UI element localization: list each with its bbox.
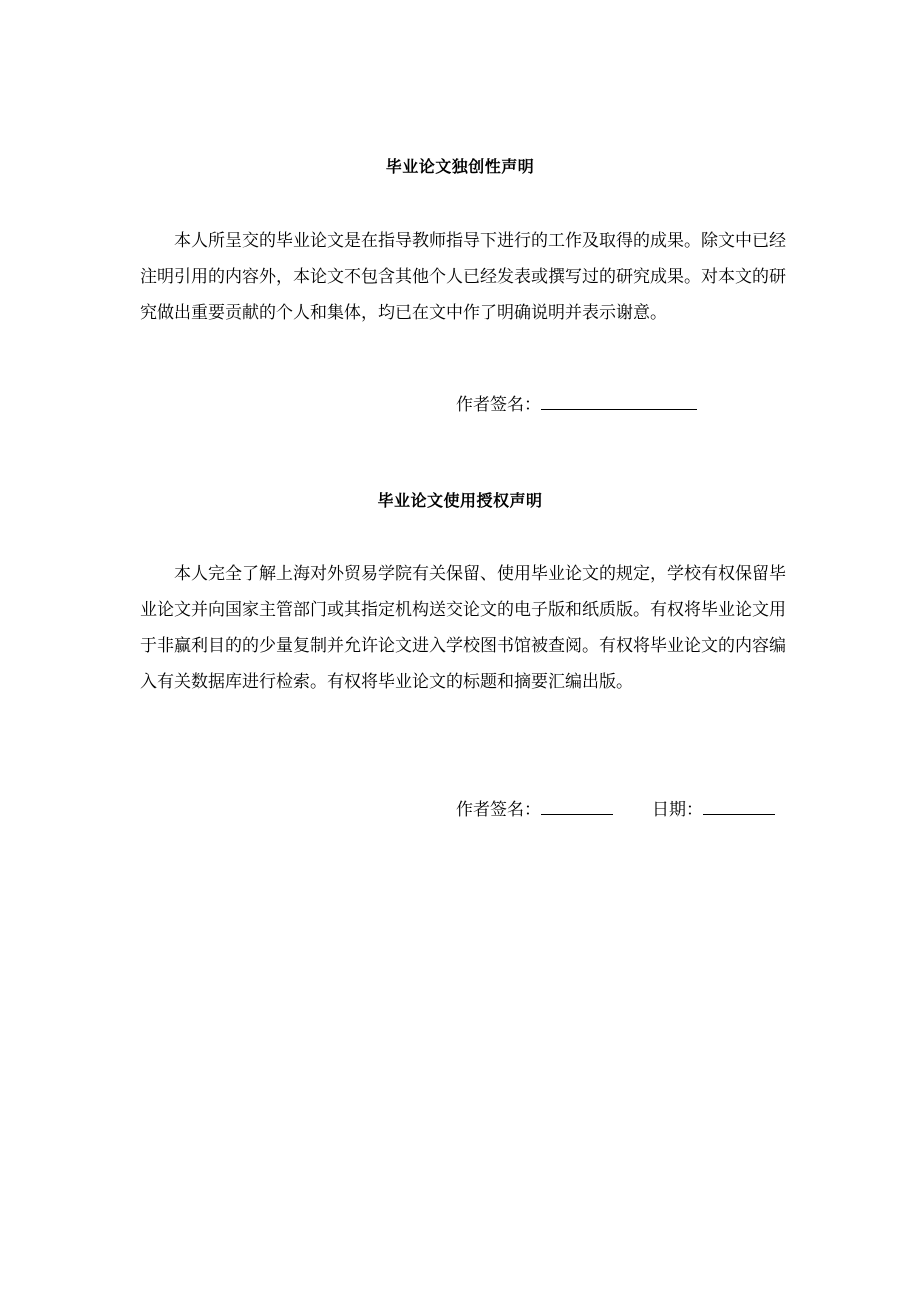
authorization-declaration-title: 毕业论文使用授权声明 [377, 491, 543, 510]
originality-signature-line [456, 393, 697, 417]
originality-declaration-title: 毕业论文独创性声明 [385, 157, 535, 176]
authorization-signature-blank [541, 800, 613, 815]
authorization-date-line [652, 798, 775, 822]
authorization-date-label: 日期： [652, 800, 703, 820]
authorization-signature-line [456, 798, 613, 822]
authorization-signature-label: 作者签名： [456, 800, 541, 820]
originality-signature-label: 作者签名： [456, 395, 541, 415]
authorization-declaration-body: 本人完全了解上海对外贸易学院有关保留、使用毕业论文的规定，学校有权保留毕业论文并向国家主管部门或其指定机构送交论文的电子版和纸质版。有权将毕业论文用于非赢利目的的少量复制并允许论文进入学校图书馆被查阅。有权将毕业论文的内容编入有关数据库进行检索。有权将毕业论文的标题和摘要汇编出版。 [140, 564, 786, 692]
originality-declaration-body: 本人所呈交的毕业论文是在指导教师指导下进行的工作及取得的成果。除文中已经注明引用的内容外，本论文不包含其他个人已经发表或撰写过的研究成果。对本文的研究做出重要贡献的个人和集体，均已在文中作了明确说明并表示谢意。 [140, 231, 786, 323]
originality-signature-blank [541, 395, 697, 410]
authorization-date-blank [703, 800, 775, 815]
